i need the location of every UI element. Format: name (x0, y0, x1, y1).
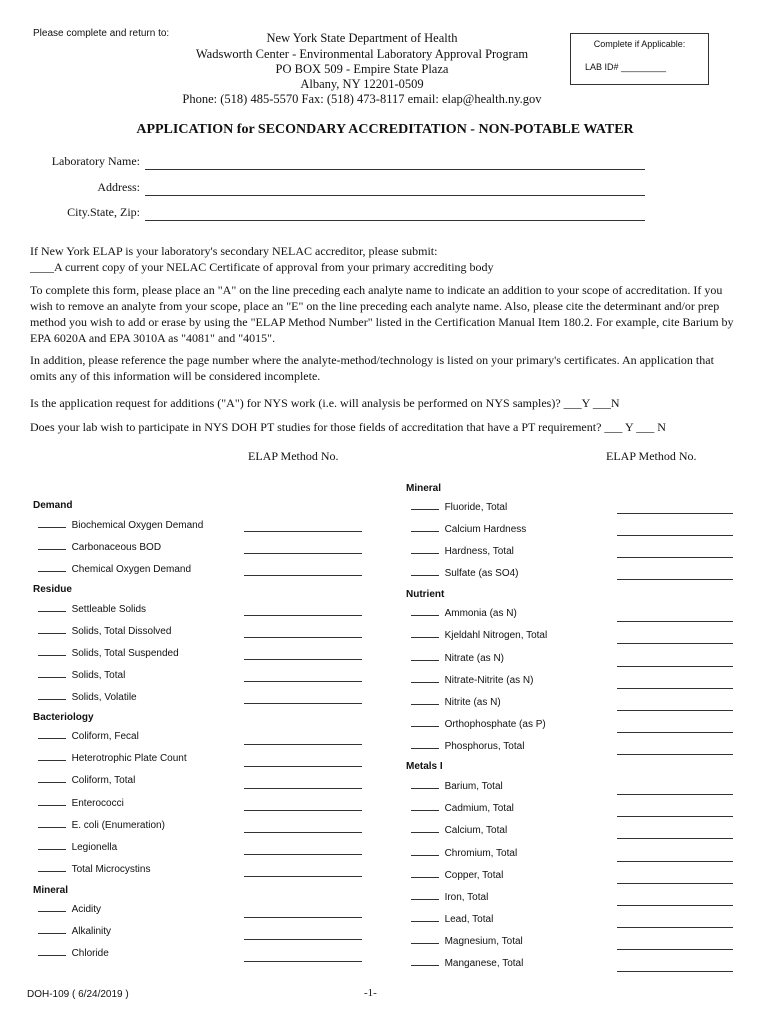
analyte-row[interactable]: E. coli (Enumeration) (38, 818, 165, 831)
analyte-row[interactable]: Solids, Total (38, 668, 125, 681)
analyte-row[interactable]: Nitrite (as N) (411, 695, 501, 708)
elap-method-field[interactable] (244, 939, 362, 940)
analyte-row[interactable]: Magnesium, Total (411, 934, 523, 947)
analyte-row[interactable]: Enterococci (38, 796, 124, 809)
elap-method-field[interactable] (244, 917, 362, 918)
section-residue: Residue (33, 584, 72, 595)
city-address: Albany, NY 12201-0509 (300, 77, 424, 91)
elap-method-field[interactable] (617, 861, 733, 862)
center-name: Wadsworth Center - Environmental Laboratory Approval Program (195, 47, 529, 61)
elap-method-field[interactable] (617, 732, 733, 733)
nys-work-question: Is the application request for additions ("A") for NYS work (i.e. will analysis be performed on NYS samples)? ___Y ___N (30, 396, 620, 410)
analyte-row[interactable]: Coliform, Total (38, 773, 135, 786)
instructions-paragraph: To complete this form, please place an "A" on the line preceding each analyte name to indicate an addition to your scope of accreditation. If you wish to remove an analyte from your scope, place an "E" on the line preceding each analyte name. Also, please cite the determinant and/or prep method you wish to add or erase by using the "ELAP Method Number" listed in the Certification Manual Item 180.2. For example, cite Barium by EPA 6020A and EPA 3010A as "4081" and "4015". (30, 283, 734, 345)
analyte-row[interactable]: Chloride (38, 946, 109, 959)
analyte-row[interactable]: Iron, Total (411, 890, 488, 903)
section-demand: Demand (33, 500, 73, 511)
lab-name-label: Laboratory Name: (51, 154, 140, 168)
analyte-row[interactable]: Fluoride, Total (411, 500, 507, 513)
section-metals: Metals I (406, 761, 443, 772)
contact-info: Phone: (518) 485-5570 Fax: (518) 473-8117 email: elap@health.ny.gov (182, 92, 542, 106)
elap-method-field[interactable] (244, 961, 362, 962)
analyte-row[interactable]: Lead, Total (411, 912, 493, 925)
analyte-row[interactable]: Alkalinity (38, 924, 111, 937)
pt-studies-question: Does your lab wish to participate in NYS DOH PT studies for those fields of accreditation that have a PT requirement? ___ Y ___ N (30, 420, 666, 434)
nelac-certificate-line: ____A current copy of your NELAC Certificate of approval from your primary accrediting body (30, 260, 494, 274)
section-mineral-left: Mineral (33, 885, 69, 896)
analyte-row[interactable]: Sulfate (as SO4) (411, 566, 518, 579)
elap-method-field[interactable] (617, 513, 733, 514)
elap-method-field[interactable] (244, 832, 362, 833)
elap-method-field[interactable] (244, 553, 362, 554)
elap-method-field[interactable] (244, 637, 362, 638)
analyte-row[interactable]: Solids, Total Suspended (38, 646, 179, 659)
page-title: APPLICATION for SECONDARY ACCREDITATION - NON-POTABLE WATER (136, 122, 634, 137)
elap-method-field[interactable] (617, 579, 733, 580)
lab-name-field[interactable] (145, 169, 645, 170)
analyte-row[interactable]: Kjeldahl Nitrogen, Total (411, 628, 547, 641)
analyte-row[interactable]: Hardness, Total (411, 544, 514, 557)
address-field[interactable] (145, 195, 645, 196)
elap-method-field[interactable] (617, 535, 733, 536)
elap-method-field[interactable] (617, 794, 733, 795)
elap-method-field[interactable] (244, 531, 362, 532)
section-mineral-right: Mineral (406, 483, 442, 494)
analyte-row[interactable]: Cadmium, Total (411, 801, 514, 814)
analyte-row[interactable]: Manganese, Total (411, 956, 523, 969)
analyte-row[interactable]: Legionella (38, 840, 117, 853)
elap-method-field[interactable] (617, 710, 733, 711)
org-name: New York State Department of Health (266, 31, 458, 45)
elap-method-field[interactable] (244, 575, 362, 576)
elap-method-field[interactable] (617, 621, 733, 622)
elap-method-field[interactable] (617, 905, 733, 906)
elap-method-field[interactable] (244, 659, 362, 660)
analyte-row[interactable]: Total Microcystins (38, 862, 150, 875)
analyte-row[interactable]: Carbonaceous BOD (38, 540, 161, 553)
analyte-row[interactable]: Acidity (38, 902, 101, 915)
elap-method-header-left: ELAP Method No. (248, 449, 339, 463)
analyte-row[interactable]: Nitrate-Nitrite (as N) (411, 673, 533, 686)
elap-method-field[interactable] (617, 883, 733, 884)
elap-method-header-right: ELAP Method No. (606, 449, 697, 463)
elap-method-field[interactable] (617, 838, 733, 839)
elap-method-field[interactable] (244, 744, 362, 745)
elap-method-field[interactable] (617, 971, 733, 972)
elap-method-field[interactable] (617, 688, 733, 689)
analyte-row[interactable]: Settleable Solids (38, 602, 146, 615)
section-nutrient: Nutrient (406, 589, 445, 600)
analyte-row[interactable]: Calcium, Total (411, 823, 507, 836)
section-bacteriology: Bacteriology (33, 712, 94, 723)
form-number: DOH-109 ( 6/24/2019 ) (27, 989, 129, 1000)
elap-method-field[interactable] (617, 754, 733, 755)
elap-method-field[interactable] (617, 949, 733, 950)
analyte-row[interactable]: Phosphorus, Total (411, 739, 524, 752)
elap-method-field[interactable] (244, 615, 362, 616)
lab-id-box (570, 33, 709, 85)
elap-method-field[interactable] (244, 810, 362, 811)
analyte-row[interactable]: Barium, Total (411, 779, 503, 792)
page-number: -1- (364, 987, 377, 999)
elap-method-field[interactable] (617, 557, 733, 558)
address-label: Address: (97, 180, 140, 194)
po-box: PO BOX 509 - Empire State Plaza (275, 62, 449, 76)
analyte-row[interactable]: Copper, Total (411, 868, 503, 881)
analyte-row[interactable]: Coliform, Fecal (38, 729, 139, 742)
incomplete-notice: In addition, please reference the page number where the analyte-method/technology is listed on your primary's certificates. An application that omits any of this information will be considered incomplete. (30, 353, 714, 383)
analyte-row[interactable]: Calcium Hardness (411, 522, 526, 535)
elap-method-field[interactable] (617, 927, 733, 928)
lab-id-field[interactable]: LAB ID# _________ (585, 62, 667, 72)
analyte-row[interactable]: Chemical Oxygen Demand (38, 562, 191, 575)
analyte-row[interactable]: Biochemical Oxygen Demand (38, 518, 203, 531)
nelac-instruction: If New York ELAP is your laboratory's secondary NELAC accreditor, please submit: (30, 244, 438, 258)
elap-method-field[interactable] (244, 876, 362, 877)
elap-method-field[interactable] (617, 816, 733, 817)
analyte-row[interactable]: Chromium, Total (411, 846, 517, 859)
elap-method-field[interactable] (617, 643, 733, 644)
city-state-zip-field[interactable] (145, 220, 645, 221)
return-note: Please complete and return to: (33, 28, 170, 39)
elap-method-field[interactable] (244, 703, 362, 704)
elap-method-field[interactable] (617, 666, 733, 667)
analyte-row[interactable]: Orthophosphate (as P) (411, 717, 546, 730)
applicable-label: Complete if Applicable: (593, 39, 686, 49)
elap-method-field[interactable] (244, 681, 362, 682)
elap-method-field[interactable] (244, 854, 362, 855)
elap-method-field[interactable] (244, 788, 362, 789)
elap-method-field[interactable] (244, 766, 362, 767)
city-state-zip-label: City.State, Zip: (67, 205, 140, 219)
analyte-row[interactable]: Solids, Volatile (38, 690, 137, 703)
analyte-row[interactable]: Nitrate (as N) (411, 651, 504, 664)
analyte-row[interactable]: Ammonia (as N) (411, 606, 517, 619)
analyte-row[interactable]: Heterotrophic Plate Count (38, 751, 187, 764)
analyte-row[interactable]: Solids, Total Dissolved (38, 624, 171, 637)
